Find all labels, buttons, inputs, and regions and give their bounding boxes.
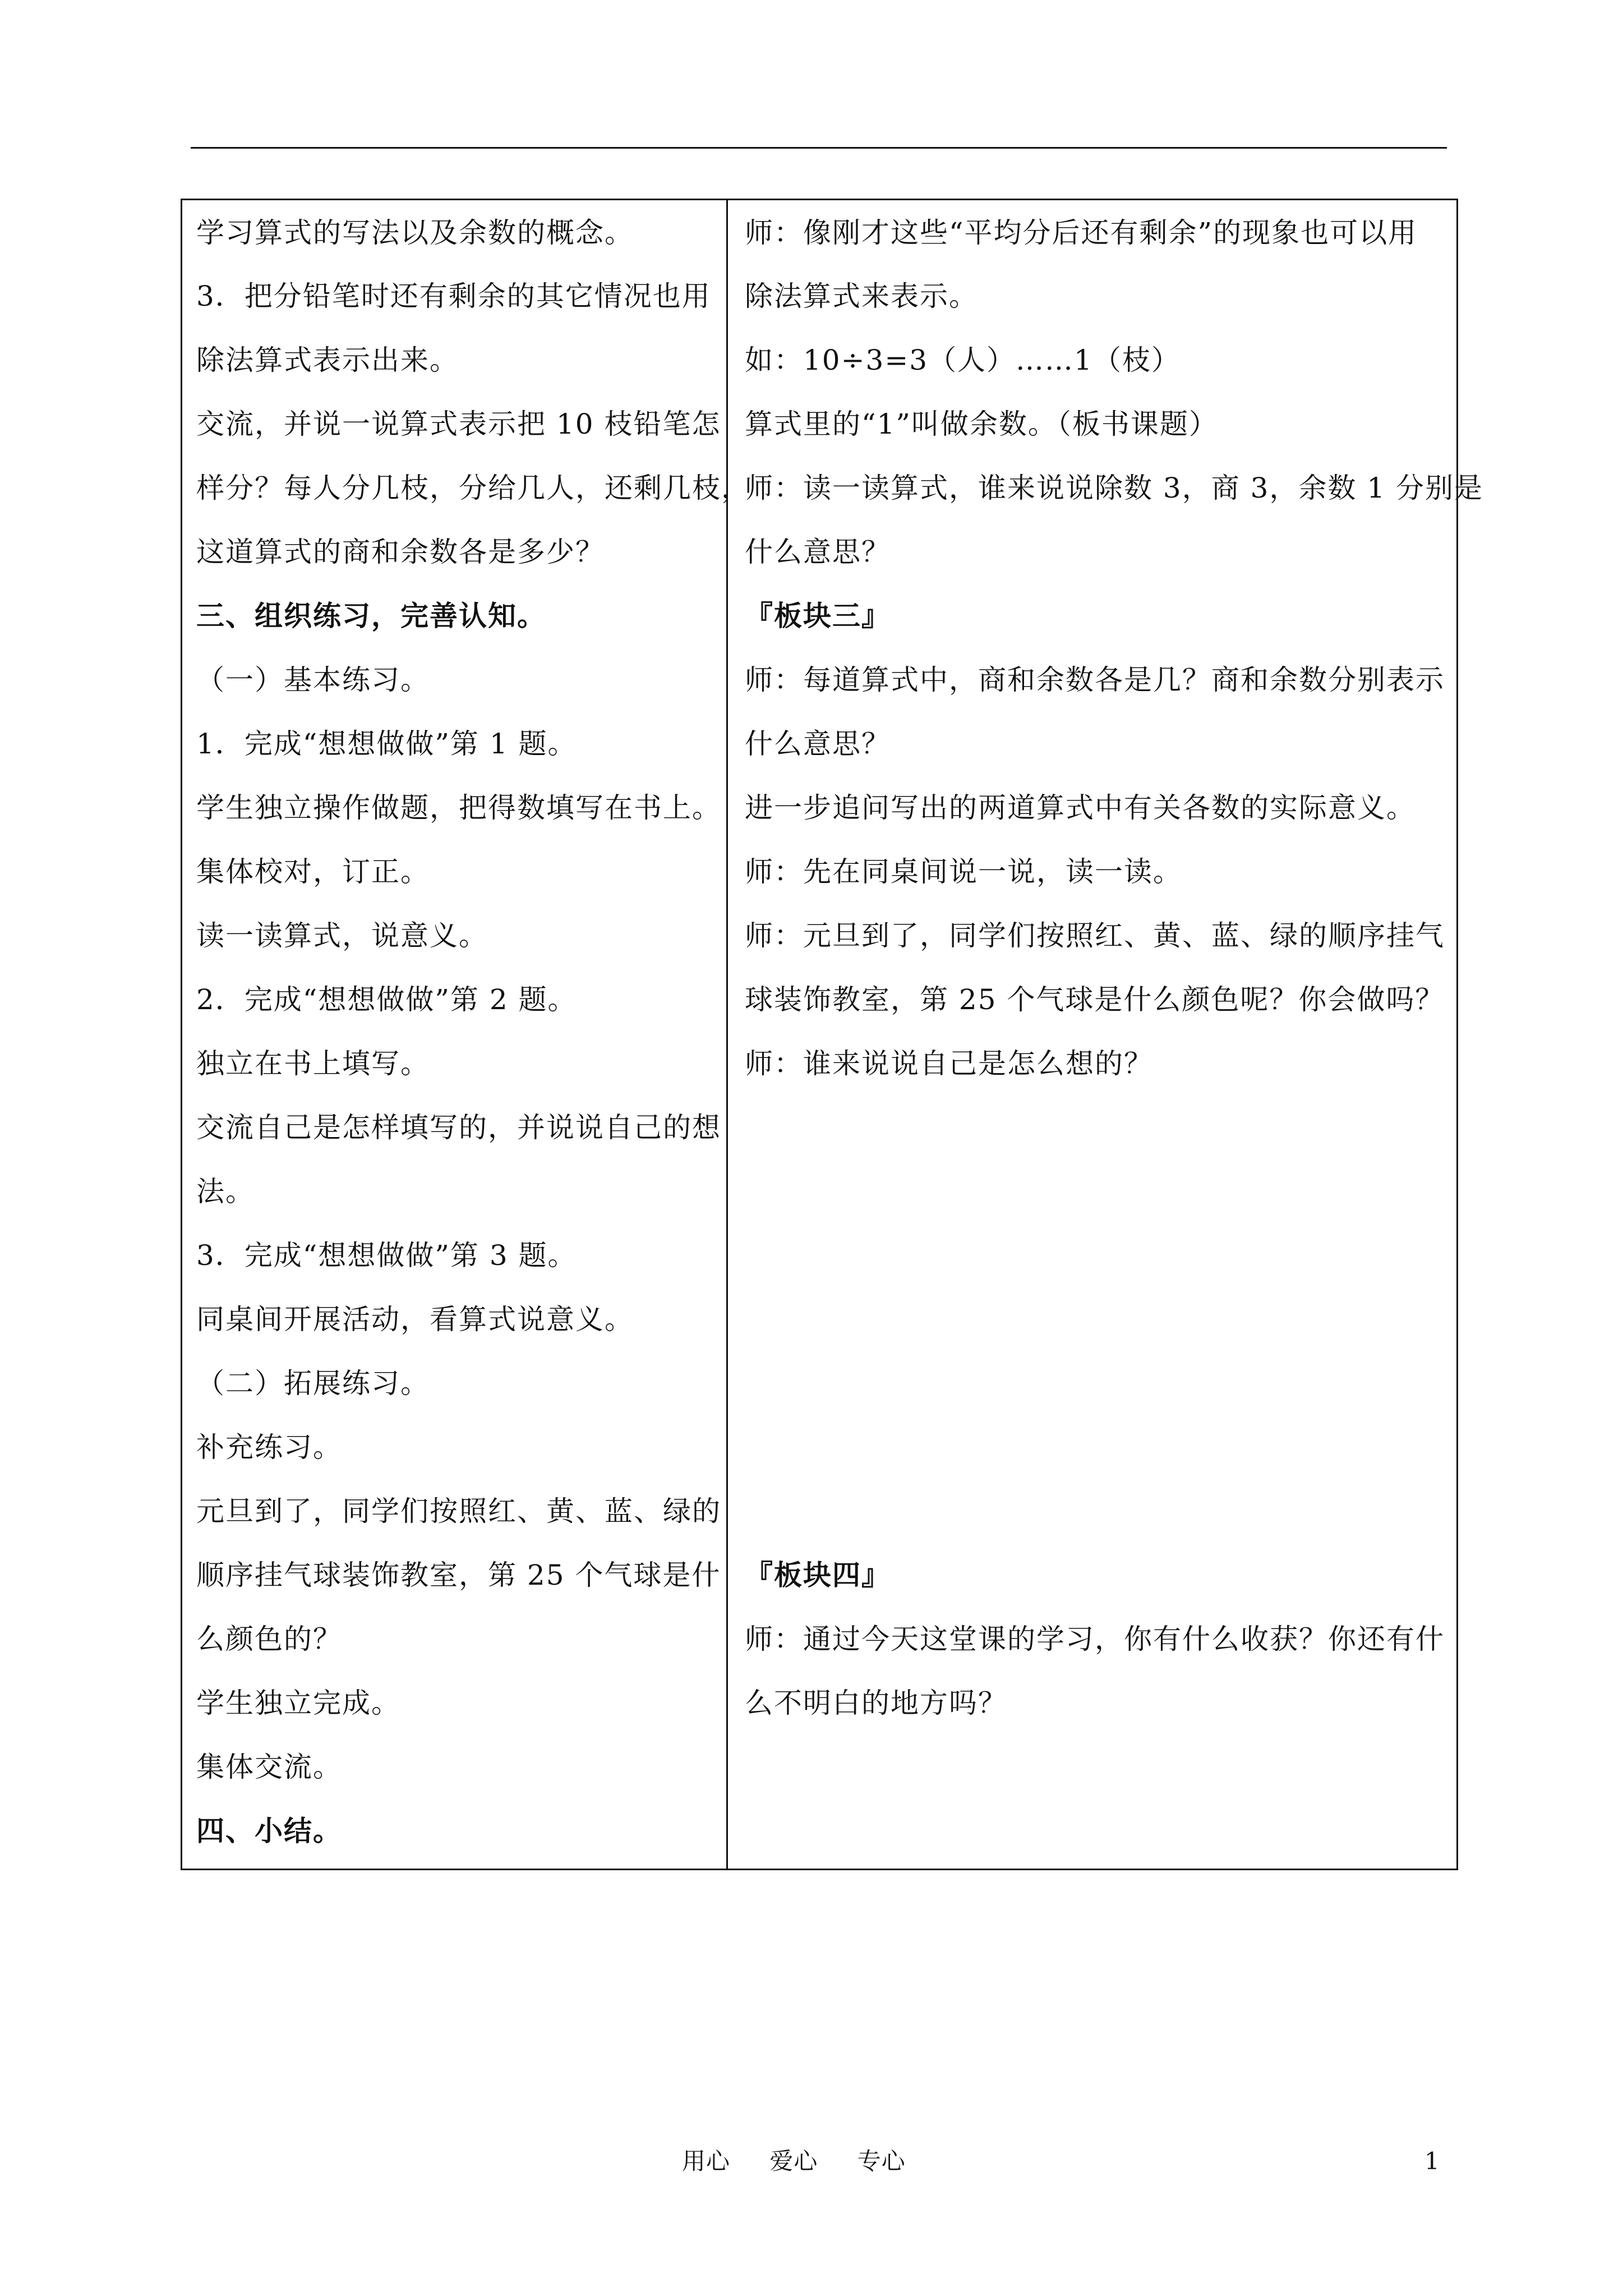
left-line: 交流，并说一说算式表示把 10 枝铅笔怎 xyxy=(196,408,721,440)
left-line: 样分？每人分几枝，分给几人，还剩几枝， xyxy=(196,472,750,504)
left-line: 同桌间开展活动，看算式说意义。 xyxy=(196,1303,634,1336)
left-line: 学习算式的写法以及余数的概念。 xyxy=(196,217,634,249)
right-line: 什么意思？ xyxy=(745,728,891,760)
left-line: 这道算式的商和余数各是多少？ xyxy=(196,536,605,568)
right-line: 师：像刚才这些“平均分后还有剩余”的现象也可以用 xyxy=(745,217,1418,249)
left-line: 么颜色的？ xyxy=(196,1623,342,1655)
left-line: 3．完成“想想做做”第 3 题。 xyxy=(196,1239,577,1272)
left-line: 交流自己是怎样填写的，并说说自己的想 xyxy=(196,1111,721,1144)
block-heading: 『板块四』 xyxy=(745,1558,891,1591)
left-line: 集体校对，订正。 xyxy=(196,855,430,888)
left-line: 学生独立完成。 xyxy=(196,1687,400,1719)
section-heading: 四、小结。 xyxy=(196,1814,342,1847)
lesson-table xyxy=(181,199,1458,1870)
right-line: 如：10÷3=3（人）……1（枝） xyxy=(745,344,1181,376)
left-line: 法。 xyxy=(196,1175,255,1208)
left-line: 3．把分铅笔时还有剩余的其它情况也用 xyxy=(196,280,711,312)
column-divider xyxy=(726,199,728,1870)
left-line: 学生独立操作做题，把得数填写在书上。 xyxy=(196,792,721,824)
right-line: 师：通过今天这堂课的学习，你有什么收获？你还有什 xyxy=(745,1623,1445,1655)
footer-motto: 用心 爱心 专心 xyxy=(682,2147,906,2175)
right-line: 球装饰教室，第 25 个气球是什么颜色呢？你会做吗？ xyxy=(745,983,1445,1016)
right-line: 师：先在同桌间说一说，读一读。 xyxy=(745,855,1182,888)
right-line: 进一步追问写出的两道算式中有关各数的实际意义。 xyxy=(745,792,1415,824)
right-line: 师：每道算式中，商和余数各是几？商和余数分别表示 xyxy=(745,664,1445,696)
right-line: 么不明白的地方吗？ xyxy=(745,1687,1007,1719)
right-line: 师：谁来说说自己是怎么想的？ xyxy=(745,1047,1153,1080)
right-line: 算式里的“1”叫做余数。（板书课题） xyxy=(745,408,1218,440)
section-heading: 三、组织练习，完善认知。 xyxy=(196,599,546,632)
left-line: 独立在书上填写。 xyxy=(196,1047,430,1080)
left-line: 顺序挂气球装饰教室，第 25 个气球是什 xyxy=(196,1559,721,1591)
header-rule xyxy=(191,147,1447,149)
page-number: 1 xyxy=(1424,2147,1440,2175)
right-line: 什么意思？ xyxy=(745,536,891,568)
right-line: 师：元旦到了，同学们按照红、黄、蓝、绿的顺序挂气 xyxy=(745,919,1445,952)
right-line: 除法算式来表示。 xyxy=(745,280,978,312)
left-line: 元旦到了，同学们按照红、黄、蓝、绿的 xyxy=(196,1495,721,1527)
right-line: 师：读一读算式，谁来说说除数 3，商 3，余数 1 分别是 xyxy=(745,472,1484,504)
left-line: （一）基本练习。 xyxy=(196,664,430,696)
left-line: 补充练习。 xyxy=(196,1431,342,1464)
left-line: （二）拓展练习。 xyxy=(196,1367,430,1400)
left-line: 读一读算式，说意义。 xyxy=(196,919,488,952)
left-line: 除法算式表示出来。 xyxy=(196,344,459,376)
left-line: 1．完成“想想做做”第 1 题。 xyxy=(196,728,577,760)
left-line: 2．完成“想想做做”第 2 题。 xyxy=(196,983,577,1016)
left-line: 集体交流。 xyxy=(196,1751,342,1783)
block-heading: 『板块三』 xyxy=(745,599,891,632)
